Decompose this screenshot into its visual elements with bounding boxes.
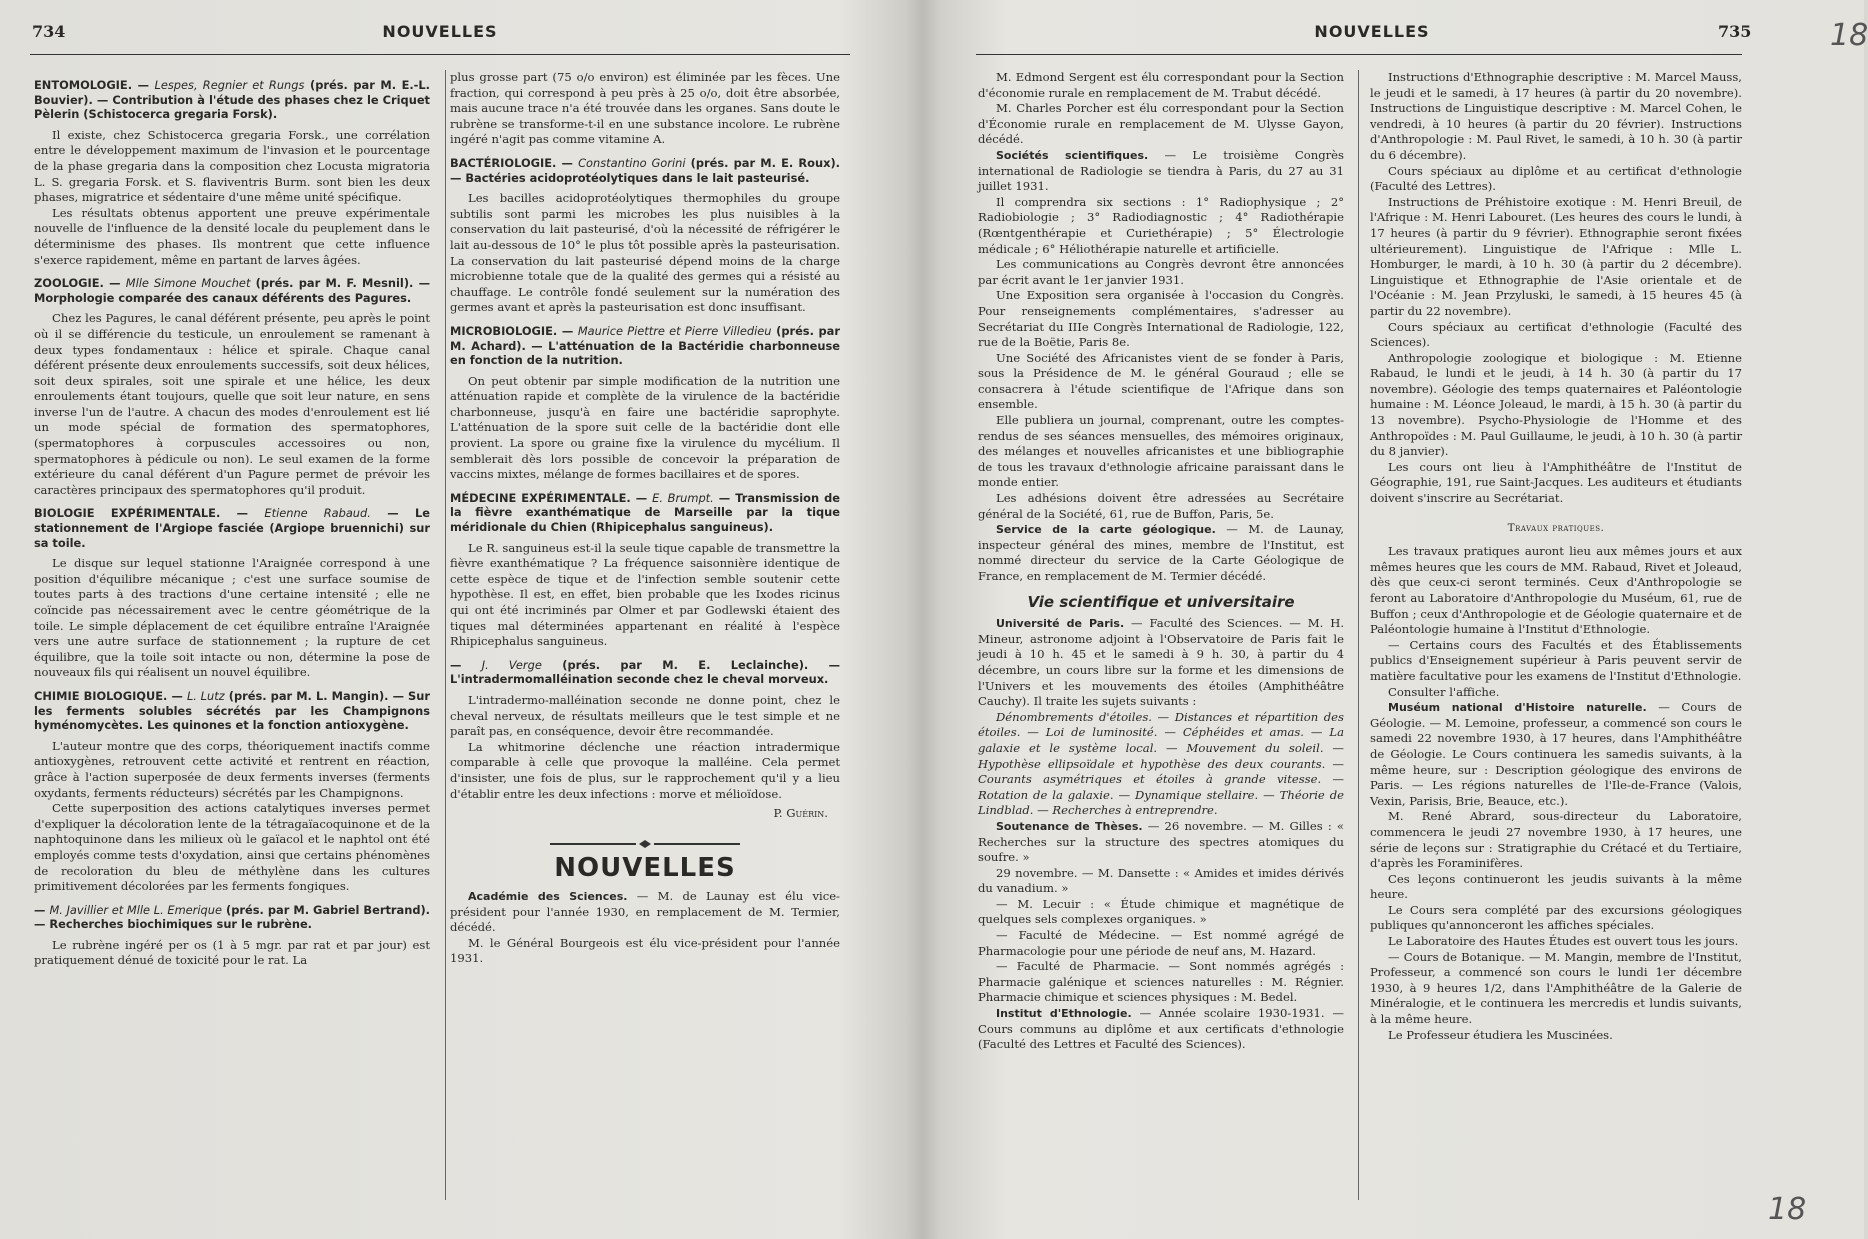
news-paragraph xyxy=(978,257,1344,288)
body-paragraph: Il existe, chez Schistocerca gregaria Forsk., une corrélation entre le développement maximum de l'invasion et le pourcentage de la phase gregaria dans la composition chez Locusta migratoria L. S. gregaria Forsk. et S. flaviventris Burm. sont bien les deux phases, migratrice et sédentaire d'une même unité spécifique. xyxy=(34,127,430,205)
news-text: Une Exposition sera organisée à l'occasion du Congrès. Pour renseignements complémentaires, s'adresser au Secrétariat du IIIe Congrès International de Radiologie, 122, rue de la Boëtie, Paris 8e. xyxy=(978,288,1344,350)
section-heading xyxy=(450,658,840,687)
news-text: Consulter l'affiche. xyxy=(1388,684,1500,699)
section-heading-label: BIOLOGIE EXPÉRIMENTALE. — xyxy=(34,506,265,521)
news-text: Le Professeur étudiera les Muscinées. xyxy=(1388,1027,1613,1042)
news-paragraph xyxy=(1370,638,1742,685)
section-heading xyxy=(450,156,840,185)
section-heading-label: — xyxy=(450,657,482,672)
news-paragraph xyxy=(1370,460,1742,507)
body-paragraph: Les résultats obtenus apportent une preuve expérimentale nouvelle de l'influence de la densité locale du peuplement dans le déterminisme des phases. Ils montrent que cette influence s'exerce rapidement, même en partant de larves âgées. xyxy=(34,205,430,267)
news-paragraph xyxy=(978,616,1344,710)
news-text: Instructions d'Ethnographie descriptive : M. Marcel Mauss, le jeudi et le samedi, à 17 heures (à partir du 20 novembre). Instructions de Linguistique descriptive : M. Marcel Cohen, le vendredi, à 10 heures (à partir du 20 février). Instructions d'Anthropologie : M. Paul Rivet, le samedi, à 10 h. 30 (à partir du 6 décembre). xyxy=(1370,70,1742,162)
academie-paragraph xyxy=(450,889,840,936)
news-paragraph xyxy=(1370,809,1742,871)
right-page-number: 735 xyxy=(1718,22,1752,41)
news-text: M. Charles Porcher est élu correspondant pour la Section d'Économie rurale en remplacement de M. Ulysse Gayon, décédé. xyxy=(978,101,1344,147)
right-column-divider xyxy=(1358,70,1359,1200)
left-running-head xyxy=(0,22,880,50)
news-text: M. Edmond Sergent est élu correspondant pour la Section d'économie rurale en remplacement de M. Trabut décédé. xyxy=(978,70,1344,100)
section-author: Constantino Gorini xyxy=(578,155,686,170)
news-paragraph xyxy=(978,1006,1344,1053)
body-paragraph: L'intradermo-malléination seconde ne donne point, chez le cheval nerveux, de résultats meilleurs que le test simple et ne paraît pas, en conséquence, devoir être recommandée. xyxy=(450,692,840,739)
section-title: (prés. par M. F. Mesnil). — Morphologie comparée des canaux déférents des Pagures. xyxy=(34,276,430,305)
section-author: J. Verge xyxy=(481,657,542,672)
section-author: Maurice Piettre et Pierre Villedieu xyxy=(577,323,772,338)
section-heading xyxy=(450,324,840,368)
right-head-rule xyxy=(976,54,1742,55)
section-small-title: Travaux pratiques. xyxy=(1507,521,1605,534)
left-column-1 xyxy=(34,70,430,969)
news-text: Les travaux pratiques auront lieu aux mêmes jours et aux mêmes heures que les cours de MM. Rabaud, Rivet et Joleaud, dès que ceux-ci seront terminés. Ceux d'Anthropologie se feront au Laboratoire d'Anthropologie du Muséum, 61, rue de Buffon ; ceux d'Anthropologie et de Géologie quaternaire et de Paléontologie humaine à l'Institut d'Ethnologie. xyxy=(1370,544,1742,637)
news-paragraph xyxy=(978,70,1344,101)
body-paragraph: plus grosse part (75 o/o environ) est éliminée par les fèces. Une fraction, qui correspond à peu près à 25 o/o, doit être absorbée, mais aucune trace n'a été trouvée dans les organes. Sans doute le rubrène se transforme-t-il en une substance incolore. Le rubrène ingéré n'agit pas comme vitamine A. xyxy=(450,70,840,147)
left-page-number: 734 xyxy=(32,22,66,41)
section-author: Mlle Simone Mouchet xyxy=(125,276,251,291)
section-heading-label: ZOOLOGIE. — xyxy=(34,276,126,291)
news-text: Anthropologie zoologique et biologique : M. Etienne Rabaud, le lundi et le jeudi, à 14 h. 30 (à partir du 17 novembre). Géologie des temps quaternaires et Paléontologie humaine : M. Léonce Joleaud, le mardi, à 15 h. 30 (à partir du 13 novembre). Psycho-Physiologie de l'Homme et des Anthropoïdes : M. Paul Guillaume, le jeudi, à 10 h. 30 (à partir du 8 janvier). xyxy=(1370,350,1742,459)
news-text: Ces leçons continueront les jeudis suivants à la même heure. xyxy=(1370,871,1742,902)
news-text: — M. de Launay, inspecteur général des mines, membre de l'Institut, est nommé directeur du service de la Carte Géologique de France, en remplacement de M. Termier décédé. xyxy=(978,522,1345,583)
news-lead: Muséum national d'Histoire naturelle. xyxy=(1388,701,1647,715)
section-author: Etienne Rabaud. xyxy=(264,506,371,521)
news-paragraph xyxy=(1370,685,1742,701)
section-heading-label: — xyxy=(34,902,50,917)
news-text: — Le troisième Congrès international de Radiologie se tiendra à Paris, du 27 au 31 juillet 1931. xyxy=(978,147,1344,194)
signature: P. Guérin. xyxy=(773,806,828,821)
news-paragraph xyxy=(1370,950,1742,1028)
news-paragraph xyxy=(1370,934,1742,950)
nouvelles-title: NOUVELLES xyxy=(554,853,736,884)
news-paragraph xyxy=(978,195,1344,257)
news-text: — Certains cours des Facultés et des Établissements publics d'Enseignement supérieur à Paris peuvent servir de matière facultative pour les examens de l'Institut d'Ethnologie. xyxy=(1370,637,1742,683)
body-paragraph: On peut obtenir par simple modification de la nutrition une atténuation rapide et complète de la virulence de la bactéridie charbonneuse, jusqu'à en faire une bactéridie saprophyte. L'atténuation de la spore suit celle de la bactéridie dont elle provient. La spore ou graine fixe la virulence du mycélium. Il semblerait dès lors possible de concevoir la préparation de vaccins mixtes, mélange de formes bacillaires et de spores. xyxy=(450,373,840,482)
body-paragraph: Le rubrène ingéré per os (1 à 5 mgr. par rat et par jour) est pratiquement dénué de toxicité pour le rat. La xyxy=(34,937,430,968)
section-heading xyxy=(34,506,430,550)
news-paragraph xyxy=(1370,70,1742,164)
news-paragraph xyxy=(978,959,1344,1006)
news-text: Les adhésions doivent être adressées au Secrétaire général de la Société, 61, rue de Buffon, Paris, 5e. xyxy=(978,491,1344,521)
news-lead: Soutenance de Thèses. xyxy=(996,819,1143,833)
section-heading xyxy=(34,903,430,932)
academie-paragraph-2: M. le Général Bourgeois est élu vice-président pour l'année 1931. xyxy=(450,935,840,966)
margin-note-top: 18 xyxy=(1830,18,1868,53)
section-title: (prés. par M. E. Leclainche). — L'intradermomalléination seconde chez le cheval morveux. xyxy=(450,657,841,687)
news-paragraph xyxy=(1370,544,1742,638)
body-paragraph: Chez les Pagures, le canal déférent présente, peu après le point où il se différencie du testicule, un enroulement se ramenant à deux types fondamentaux : hélice et spirale. Chaque canal déférent présente deux enroulements successifs, soit deux hélices, soit deux spirales, soit une spirale et une hélice, les deux enroulements étant toujours, quelle que soit leur nature, en sens inverse l'un de l'autre. A chacun des modes d'enroulement est lié un mode spécial de formation des spermatophores, (spermatophores à corpuscules accessoires ou non, spermatophores à pédicule ou non). Le seul examen de la forme extérieure du canal déférent d'un Pagure permet de prévoir les caractères principaux des spermatophores qu'il produit. xyxy=(34,311,430,497)
section-title: — Transmission de la fièvre exanthématique de Marseille par la tique méridionale du Chien (Rhipicephalus sanguineus). xyxy=(450,490,840,535)
academie-text: — M. de Launay est élu vice-président pour l'année 1930, en remplacement de M. Termier, décédé. xyxy=(450,888,840,935)
section-heading xyxy=(34,689,430,733)
body-paragraph: Cette superposition des actions catalytiques inverses permet d'expliquer la décoloration lente de la tétragaïacoquinone et de la naphtoquinone dans les milieux où le gaïacol et le naphtol ont été employés comme tests d'oxydation, ainsi que certains phénomènes de recoloration du bleu de méthylène dans les cultures primitivement décolorées par les ferments fongiques. xyxy=(34,801,430,894)
news-text: Cours spéciaux au certificat d'ethnologie (Faculté des Sciences). xyxy=(1370,319,1742,350)
news-text: Il comprendra six sections : 1° Radiophysique ; 2° Radiobiologie ; 3° Radiodiagnostic ; 4° Radiothérapie (Rœntgenthérapie et Curiethérapie) ; 5° Électrologie médicale ; 6° Héliothérapie naturelle et artificielle. xyxy=(978,194,1344,256)
news-paragraph xyxy=(978,819,1344,866)
ornament-rule xyxy=(450,838,840,854)
right-page xyxy=(960,0,1868,1239)
news-text: Le Cours sera complété par des excursions géologiques publiques qu'annonceront les affiches spéciales. xyxy=(1370,902,1742,933)
section-title: (prés. par M. Achard). — L'atténuation de la Bactéridie charbonneuse en fonction de la nutrition. xyxy=(450,323,840,368)
left-page xyxy=(0,0,880,1239)
body-paragraph: La whitmorine déclenche une réaction intradermique comparable à celle que provoque la malléine. Cela permet d'insister, une fois de plus, sur le rapprochement qu'il y a lieu d'établir entre les deux infections : morve et mélioïdose. xyxy=(450,739,840,801)
left-head-rule xyxy=(30,54,850,55)
section-title: (prés. par M. Gabriel Bertrand). — Recherches biochimiques sur le rubrène. xyxy=(34,902,431,932)
news-paragraph xyxy=(978,413,1344,491)
section-heading-label: ENTOMOLOGIE. — xyxy=(34,78,155,92)
news-paragraph xyxy=(978,288,1344,350)
left-running-title: NOUVELLES xyxy=(382,22,498,41)
section-author: L. Lutz xyxy=(186,688,225,703)
news-paragraph xyxy=(1370,1028,1742,1044)
news-text: Les cours ont lieu à l'Amphithéâtre de l'Institut de Géographie, 191, rue Saint-Jacques. Les auditeurs et étudiants doivent s'inscrire au Secrétariat. xyxy=(1370,459,1742,506)
news-paragraph xyxy=(978,866,1344,897)
news-paragraph xyxy=(978,351,1344,413)
news-lead: Service de la carte géologique. xyxy=(996,523,1216,537)
section-heading-label: MICROBIOLOGIE. — xyxy=(450,323,578,338)
left-column-divider xyxy=(445,70,446,1200)
news-paragraph xyxy=(978,148,1344,195)
news-text: — Faculté de Pharmacie. — Sont nommés agrégés : Pharmacie galénique et sciences naturelles : M. Régnier. Pharmacie chimique et sciences physiques : M. Bedel. xyxy=(978,959,1344,1005)
news-text: Le Laboratoire des Hautes Études est ouvert tous les jours. xyxy=(1388,934,1739,949)
left-column-2 xyxy=(450,70,840,967)
news-text: — Cours de Botanique. — M. Mangin, membre de l'Institut, Professeur, a commencé son cours le lundi 1er décembre 1930, à 9 heures 1/2, dans l'Amphithéâtre de la Galerie de Minéralogie, et le continuera les mercredis et lundis suivants, à la même heure. xyxy=(1370,949,1742,1027)
news-lead: Sociétés scientifiques. xyxy=(996,148,1149,162)
section-author: E. Brumpt. xyxy=(652,490,714,505)
news-text: Les communications au Congrès devront être annoncées par écrit avant le 1er janvier 1931. xyxy=(978,257,1344,287)
right-column-2 xyxy=(1370,70,1742,1043)
section-title: (prés. par M. L. Mangin). — Sur les ferments solubles sécrétés par les Champignons hyménomycètes. Les quinones et la fonction antioxygène. xyxy=(34,688,430,733)
section-heading xyxy=(34,78,430,122)
news-text: Instructions de Préhistoire exotique : M. Henri Breuil, de l'Afrique : M. Henri Labouret. (Les heures des cours le lundi, à 17 heures (à partir du 9 février). Ethnographie seront fixées ultérieurement). Linguistique de l'Afrique : Mlle L. Homburger, le mardi, à 10 h. 30 (à partir du 2 décembre). Linguistique et Ethnographie de l'Asie orientale et de l'Océanie : M. Jean Przyluski, le samedi, à 15 heures 45 (à partir du 22 novembre). xyxy=(1370,194,1742,318)
news-lead: Institut d'Ethnologie. xyxy=(996,1007,1132,1021)
news-paragraph xyxy=(1370,195,1742,320)
section-heading-label: MÉDECINE EXPÉRIMENTALE. — xyxy=(450,490,653,505)
news-paragraph xyxy=(978,522,1344,584)
news-text: — Faculté de Médecine. — Est nommé agrégé de Pharmacologie pour une période de neuf ans, M. Hazard. xyxy=(978,928,1344,958)
body-paragraph: Les bacilles acidoprotéolytiques thermophiles du groupe subtilis sont parmi les microbes les plus nuisibles à la conservation du lait pasteurisé, d'où la nécessité de réfrigérer le lait au-dessous de 10° le plus tôt possible après la pasteurisation. La conservation du lait pasteurisé dépend moins de la charge microbienne totale que de la qualité des germes qui a résisté au chauffage. Le contrôle fondé seulement sur la numération des germes avant et après la pasteurisation est donc insuffisant. xyxy=(450,191,840,315)
section-heading-label: BACTÉRIOLOGIE. — xyxy=(450,155,579,170)
news-paragraph xyxy=(978,101,1344,148)
section-heading-label: CHIMIE BIOLOGIQUE. — xyxy=(34,688,187,703)
news-paragraph xyxy=(1370,164,1742,195)
section-title: — Le stationnement de l'Argiope fasciée (Argiope bruennichi) sur sa toile. xyxy=(34,506,430,550)
news-paragraph xyxy=(978,491,1344,522)
news-text: M. René Abrard, sous-directeur du Laboratoire, commencera le jeudi 27 novembre 1930, à 17 heures, une série de leçons sur : Stratigraphie du Crétacé et du Tertiaire, d'après les Foraminifères. xyxy=(1370,809,1742,871)
body-paragraph: Le disque sur lequel stationne l'Araignée correspond à une position d'équilibre mécanique ; c'est une surface soumise de toutes parts à des tractions d'une certaine intensité ; elle ne coïncide pas nécessairement avec le centre géométrique de la toile. Le simple déplacement de cet équilibre entraîne l'Araignée vers une autre surface de stationnement ; la rupture de cet équilibre, que la toile soit intacte ou non, détermine la pose de nouveaux fils qui réalisent un nouvel équilibre. xyxy=(34,556,430,680)
news-paragraph xyxy=(1370,903,1742,934)
right-running-title: NOUVELLES xyxy=(1314,22,1430,41)
news-text: Cours spéciaux au diplôme et au certificat d'ethnologie (Faculté des Lettres). xyxy=(1370,163,1742,194)
body-paragraph: Le R. sanguineus est-il la seule tique capable de transmettre la fièvre exanthématique ? La fréquence saisonnière identique de cette espèce de tique et de l'infection semble soutenir cette hypothèse. Il est, en effet, bien probable que les Ixodes ricinus qui ont été incriminés par Olmer et par Godlewski étaient des tiques mal déterminées appartenant en réalité à l'espèce Rhipicephalus sanguineus. xyxy=(450,540,840,649)
section-author: Lespes, Regnier et Rungs xyxy=(154,78,305,92)
italic-paragraph: Dénombrements d'étoiles. — Distances et répartition des étoiles. — Loi de luminosité. — Céphéides et amas. — La galaxie et le système local. — Mouvement du soleil. — Hypothèse ellipsoïdale et hypothèse des deux courants. — Courants asymétriques et étoiles à grande vitesse. — Rotation de la galaxie. — Dynamique stellaire. — Théorie de Lindblad. — Recherches à entreprendre. xyxy=(978,709,1344,818)
right-column-1 xyxy=(978,70,1344,1053)
news-text: — Année scolaire 1930-1931. — Cours communs au diplôme et aux certificats d'ethnologie (Faculté des Lettres et Faculté des Sciences). xyxy=(978,1006,1344,1052)
news-paragraph xyxy=(1370,700,1742,809)
news-text: 29 novembre. — M. Dansette : « Amides et imides dérivés du vanadium. » xyxy=(978,865,1344,896)
section-subtitle: Vie scientifique et universitaire xyxy=(1027,592,1295,611)
news-text: — Cours de Géologie. — M. Lemoine, professeur, a commencé son cours le samedi 22 novembre 1930, à 17 heures, dans l'Amphithéâtre de Géologie. Le Cours continuera les samedis suivants, à la même heure, sur : Description géologique des environs de Paris. — Les régions naturelles de l'Ile-de-France (Valois, Vexin, Parisis, Brie, Beauce, etc.). xyxy=(1370,700,1742,808)
news-paragraph xyxy=(978,897,1344,928)
news-paragraph xyxy=(1370,320,1742,351)
news-paragraph xyxy=(978,928,1344,959)
section-author: M. Javillier et Mlle L. Emerique xyxy=(49,902,222,917)
news-text: Une Société des Africanistes vient de se fonder à Paris, sous la Présidence de M. le général Gouraud ; elle se consacrera à l'étude scientifique de l'Afrique dans son ensemble. xyxy=(978,350,1344,412)
section-title: (prés. par M. E. Roux). — Bactéries acidoprotéolytiques dans le lait pasteurisé. xyxy=(450,155,840,185)
news-paragraph xyxy=(1370,872,1742,903)
news-text: — Faculté des Sciences. — M. H. Mineur, astronome adjoint à l'Observatoire de Paris fait le jeudi à 10 h. 45 et le samedi à 9 h. 30, à partir du 4 décembre, un cours libre sur la forme et les dimensions de l'Univers et les mouvements des étoiles (Amphithéâtre Cauchy). Il traite les sujets suivants : xyxy=(978,616,1345,709)
news-lead: Université de Paris. xyxy=(996,617,1125,631)
news-text: — 26 novembre. — M. Gilles : « Recherches sur la structure des spectres atomiques du soufre. » xyxy=(978,818,1344,865)
body-paragraph: L'auteur montre que des corps, théoriquement inactifs comme antioxygènes, retrouvent cette activité et rentrent en réaction, grâce à l'action superposée de deux ferments inverses (ferments oxydants, ferments réducteurs) sécrétés par les Champignons. xyxy=(34,738,430,800)
margin-note-bottom: 18 xyxy=(1768,1192,1807,1227)
section-heading xyxy=(34,276,430,305)
news-text: Elle publiera un journal, comprenant, outre les comptes-rendus de ses séances mensuelles, des mémoires originaux, des mélanges et nouvelles africanistes et une bibliographie de tous les travaux d'ethnologie africaine paraissant dans le monde entier. xyxy=(978,413,1344,490)
news-paragraph xyxy=(1370,351,1742,460)
news-text: — M. Lecuir : « Étude chimique et magnétique de quelques sels complexes organiques. » xyxy=(978,896,1344,927)
section-heading xyxy=(450,491,840,535)
section-title: (prés. par M. E.-L. Bouvier). — Contribution à l'étude des phases chez le Criquet Pèlerin (Schistocerca gregaria Forsk). xyxy=(34,78,430,122)
left-column-2-body xyxy=(450,70,840,802)
right-running-head xyxy=(960,22,1864,50)
academie-lead: Académie des Sciences. xyxy=(468,889,628,903)
